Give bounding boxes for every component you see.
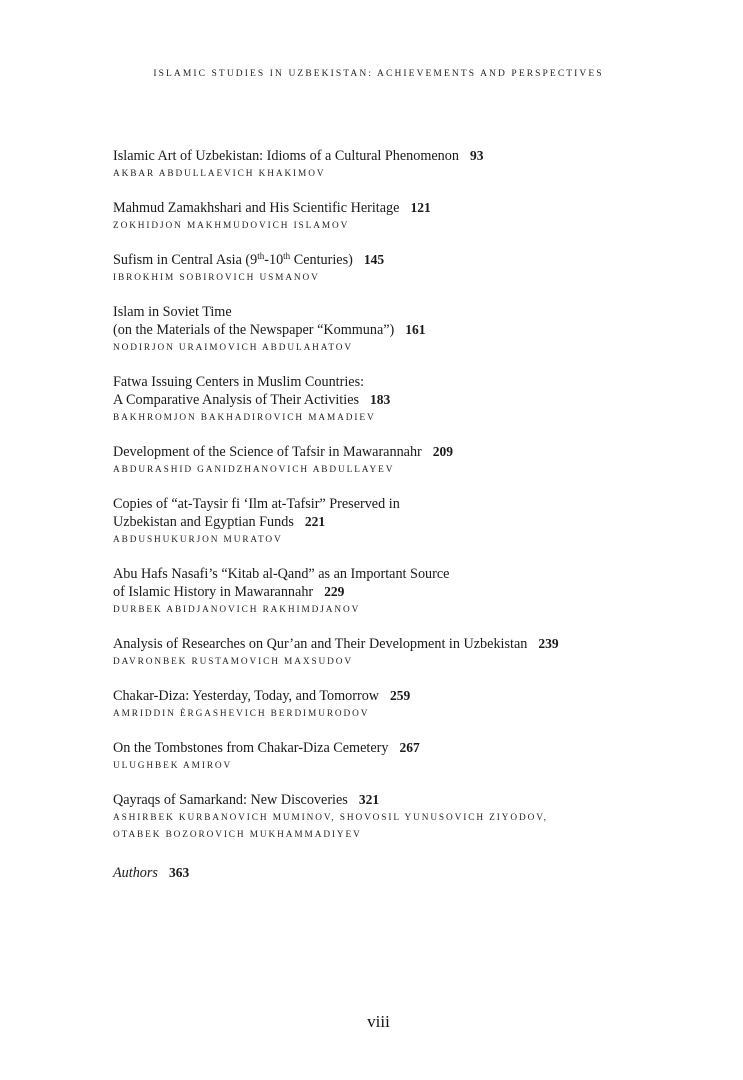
toc-entry[interactable] bbox=[113, 739, 673, 775]
entry-author: IBROKHIM SOBIROVICH USMANOV bbox=[113, 273, 320, 283]
entry-title: On the Tombstones from Chakar-Diza Cemetery 267 bbox=[113, 740, 420, 756]
entry-author: DURBEK ABIDJANOVICH RAKHIMDJANOV bbox=[113, 605, 361, 615]
entry-author: AMRIDDIN ÈRGASHEVICH BERDIMURODOV bbox=[113, 709, 370, 719]
page-number: 321 bbox=[358, 792, 380, 807]
entry-title: Development of the Science of Tafsir in Mawarannahr 209 bbox=[113, 444, 454, 460]
entry-author: ZOKHIDJON MAKHMUDOVICH ISLAMOV bbox=[113, 221, 350, 231]
toc-entry[interactable] bbox=[113, 687, 673, 723]
toc-entry[interactable] bbox=[113, 251, 673, 287]
toc-entry[interactable] bbox=[113, 565, 673, 619]
page-number: 93 bbox=[469, 148, 484, 163]
page-number: 239 bbox=[538, 636, 559, 651]
page-number: 221 bbox=[304, 514, 326, 529]
toc-entry[interactable] bbox=[113, 495, 673, 549]
page-number: 267 bbox=[399, 740, 420, 755]
page-number: 183 bbox=[370, 392, 391, 407]
page-folio: viii bbox=[367, 1012, 390, 1031]
entry-author: ABDUSHUKURJON MURATOV bbox=[113, 535, 283, 545]
entry-author: ABDURASHID GANIDZHANOVICH ABDULLAYEV bbox=[113, 465, 395, 475]
entry-author: NODIRJON URAIMOVICH ABDULAHATOV bbox=[113, 343, 354, 353]
toc-entry[interactable] bbox=[113, 199, 673, 235]
toc-entry[interactable] bbox=[113, 147, 673, 183]
page-number: 121 bbox=[410, 200, 431, 215]
entry-title: Mahmud Zamakhshari and His Scientific Heritage 121 bbox=[113, 200, 431, 216]
entry-author: DAVRONBEK RUSTAMOVICH MAXSUDOV bbox=[113, 657, 353, 667]
entry-title: Authors 363 bbox=[113, 865, 190, 881]
entry-title: Copies of “at-Taysir fi ‘Ilm at-Tafsir” Preserved in Uzbekistan and Egyptian Funds 221 bbox=[113, 496, 400, 530]
page-number: 363 bbox=[168, 865, 190, 880]
page-number: 145 bbox=[363, 252, 385, 267]
toc-entry-authors[interactable] bbox=[113, 864, 673, 882]
toc-entry[interactable] bbox=[113, 443, 673, 479]
toc-entry[interactable] bbox=[113, 635, 673, 671]
entry-title: Sufism in Central Asia (9th-10th Centuries) 145 bbox=[113, 251, 385, 268]
entry-title: Fatwa Issuing Centers in Muslim Countries: A Comparative Analysis of Their Activities 183 bbox=[113, 374, 391, 408]
toc-entry[interactable] bbox=[113, 303, 673, 357]
page-number: 209 bbox=[432, 444, 454, 459]
entry-title: Chakar-Diza: Yesterday, Today, and Tomorrow 259 bbox=[113, 688, 411, 704]
toc-entry[interactable] bbox=[113, 373, 673, 427]
entry-title: Islam in Soviet Time (on the Materials of the Newspaper “Kommuna”) 161 bbox=[113, 304, 426, 338]
entry-title: Qayraqs of Samarkand: New Discoveries 321 bbox=[113, 792, 380, 808]
entry-author: AKBAR ABDULLAEVICH KHAKIMOV bbox=[113, 169, 326, 179]
running-head: ISLAMIC STUDIES IN UZBEKISTAN: ACHIEVEMENTS AND PERSPECTIVES bbox=[153, 69, 604, 79]
page-number: 161 bbox=[405, 322, 426, 337]
table-of-contents bbox=[113, 147, 673, 898]
entry-author: BAKHROMJON BAKHADIROVICH MAMADIEV bbox=[113, 413, 376, 423]
entry-title: Analysis of Researches on Qur’an and Their Development in Uzbekistan 239 bbox=[113, 636, 559, 652]
page-number: 259 bbox=[390, 688, 411, 703]
entry-author: ULUGHBEK AMIROV bbox=[113, 761, 233, 771]
entry-title: Islamic Art of Uzbekistan: Idioms of a Cultural Phenomenon 93 bbox=[113, 148, 484, 164]
toc-entry[interactable] bbox=[113, 791, 673, 844]
entry-title: Abu Hafs Nasafi’s “Kitab al-Qand” as an Important Source of Islamic History in Mawarannahr 229 bbox=[113, 566, 450, 600]
page-number: 229 bbox=[324, 584, 345, 599]
entry-author: ASHIRBEK KURBANOVICH MUMINOV, SHOVOSIL YUNUSOVICH ZIYODOV, OTABEK BOZOROVICH MUKHAMMADIYEV bbox=[113, 813, 548, 840]
